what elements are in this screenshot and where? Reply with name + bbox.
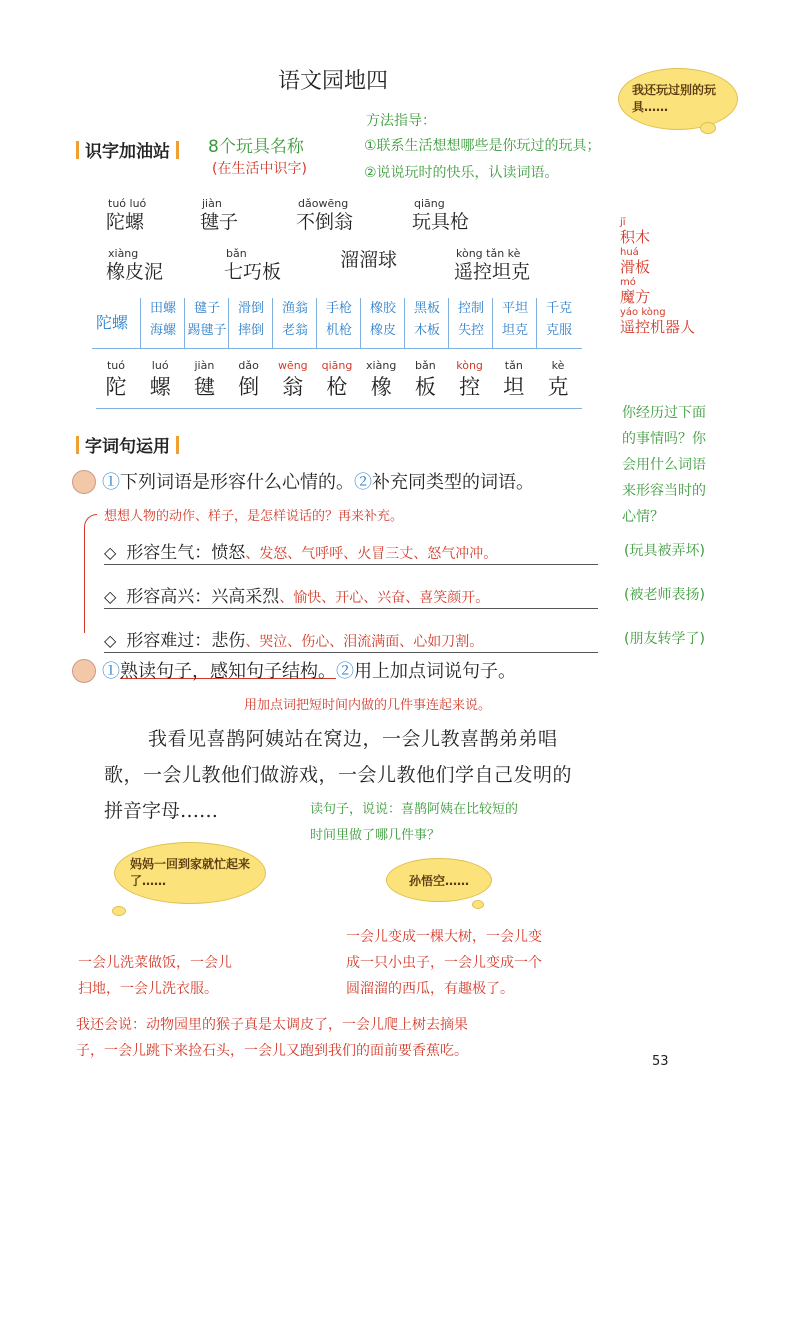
bubble-tail-dot [700,122,716,134]
section-label-2: 字词句运用 [85,437,170,457]
character-pinyin: bǎn [415,359,436,372]
thought-bubble-top-text: 我还玩过别的玩具…… [632,83,717,114]
diamond-bullet-icon: ◇ [104,543,117,562]
word-item [106,198,146,234]
note-recognize: (在生活中识字) [212,161,307,177]
word-pinyin: kòng tǎn kè [456,247,521,260]
expand-word: 渔翁 [281,301,308,316]
character-pinyin: qiāng [321,359,353,372]
task-2-text [102,657,516,683]
side-word-pinyin: jī [620,217,626,228]
word-hanzi: 遥控坦克 [454,261,531,283]
character-hanzi: 螺 [149,375,171,399]
mood-row [104,582,598,609]
word-pinyin: xiàng [108,247,139,260]
method-1: ①联系生活想想哪些是你玩过的玩具； [364,138,601,154]
word-item [224,248,281,284]
word-pinyin: qiāng [414,197,445,210]
paragraph-line-3: 拼音字母…… [104,800,219,822]
expand-column [492,298,537,348]
diamond-bullet-icon: ◇ [104,631,117,650]
thought-bubble-top [618,68,738,130]
expand-column [184,298,229,348]
word-hanzi: 玩具枪 [412,211,470,233]
task-1-text [102,468,534,494]
word-pinyin: jiàn [202,197,222,210]
thought-bubble-monkey [386,858,492,902]
word-item [340,248,397,272]
side-question-line: 心情？ [622,509,664,525]
side-word-hanzi: 遥控机器人 [620,318,696,336]
expand-word: 踢毽子 [187,323,227,338]
thought-bubble-mom [114,842,266,904]
mood-word: 愤怒 [211,543,246,563]
expand-word: 克服 [545,323,572,338]
expand-column [272,298,317,348]
expand-column [448,298,493,348]
side-question-line: 的事情吗？你 [622,431,706,447]
character-item [361,360,401,402]
character-item [494,360,534,402]
expand-word: 控制 [457,301,484,316]
hint-arrow-line [84,514,97,633]
mood-label: 形容难过： [126,631,212,651]
answer-right-3: 圆溜溜的西瓜，有趣极了。 [346,981,514,997]
task-1-text-2: 补充同类型的词语。 [372,472,534,493]
task-1-number-2: ② [354,472,372,493]
bubble-tail-dot [472,900,484,909]
expand-column [404,298,449,348]
side-word-pinyin: huá [620,247,639,258]
extra-sentence-1: 我还会说：动物园里的猴子真是太调皮了，一会儿爬上树去摘果 [76,1017,468,1033]
word-hanzi: 橡皮泥 [106,261,164,283]
mood-label: 形容生气： [126,543,212,563]
character-pinyin: tǎn [504,359,523,372]
character-hanzi: 倒 [238,375,260,399]
expand-word: 摔倒 [237,323,264,338]
section-bar-left [76,141,79,159]
task-2-number-2: ② [336,661,354,682]
character-item [229,360,269,402]
thought-bubble-monkey-text: 孙悟空…… [408,873,469,888]
side-word-hanzi: 积木 [620,228,651,246]
side-word-item [620,248,650,276]
expand-word: 木板 [413,323,440,338]
side-word-pinyin: mó [620,277,636,288]
mood-extra-words: 、发怒、气呼呼、火冒三丈、怒气冲冲。 [245,546,498,562]
expand-word: 滑倒 [237,301,264,316]
side-word-hanzi: 魔方 [620,288,651,306]
character-pinyin: wēng [277,359,308,372]
hint-actions: 想想人物的动作、样子，是怎样说话的？再来补充。 [104,509,404,524]
character-row [96,360,582,409]
read-note-2: 时间里做了哪几件事？ [310,828,441,843]
section-bar-right [176,436,179,454]
character-pinyin: kè [551,359,565,372]
side-question [622,400,706,530]
expand-word: 平坦 [501,301,528,316]
character-hanzi: 枪 [326,375,348,399]
answer-left-1: 一会儿洗菜做饭，一会儿 [78,955,232,971]
character-item [273,360,313,402]
section-bar-left [76,436,79,454]
word-item [296,198,353,234]
word-hanzi: 陀螺 [106,211,145,233]
character-item [140,360,180,402]
expand-word: 田螺 [149,301,176,316]
task-icon-2 [72,659,96,683]
extra-sentence-2: 子，一会儿跳下来捡石头，一会儿又跑到我们的面前要香蕉吃。 [76,1043,468,1059]
expand-word: 千克 [545,301,572,316]
character-hanzi: 控 [459,375,481,399]
word-expansion-table [92,298,582,349]
paragraph-line-1: 我看见喜鹊阿姨站在窝边，一会儿教喜鹊弟弟唱 [148,728,558,750]
character-item [317,360,357,402]
character-hanzi: 坦 [503,375,525,399]
side-word-hanzi: 滑板 [620,258,651,276]
expand-word: 失控 [457,323,484,338]
expand-word: 黑板 [413,301,440,316]
page-title: 语文园地四 [278,69,389,94]
expand-word: 机枪 [325,323,352,338]
word-hanzi: 七巧板 [224,261,282,283]
section-header-literacy [70,137,185,162]
expand-word: 海螺 [149,323,176,338]
expand-word: 毽子 [193,301,220,316]
method-2: ②说说玩时的快乐，认读词语。 [364,165,559,181]
character-item [96,360,136,402]
side-question-line: 你经历过下面 [622,405,706,421]
page-number: 53 [652,1054,669,1069]
task-2-text-2: 用上加点词说句子。 [354,661,516,682]
side-word-item [620,308,695,336]
character-hanzi: 橡 [370,375,392,399]
mood-word: 悲伤 [211,631,246,651]
expand-first: 陀螺 [96,313,129,332]
side-word-item [620,278,650,306]
expand-column [316,298,361,348]
character-item [184,360,224,402]
task-icon-1 [72,470,96,494]
mood-scenario: (玩具被弄坏) [624,543,705,559]
note-toy-names: 8个玩具名称 [208,137,304,157]
mood-scenario: (被老师表扬) [624,587,705,603]
character-pinyin: dǎo [238,359,259,372]
paragraph-line-2: 歌，一会儿教他们做游戏，一会儿教他们学自己发明的 [104,764,573,786]
expand-word: 手枪 [325,301,352,316]
character-pinyin: xiàng [366,359,397,372]
character-hanzi: 毽 [193,375,215,399]
word-hanzi: 不倒翁 [296,211,354,233]
expand-word: 坦克 [501,323,528,338]
character-hanzi: 翁 [282,375,304,399]
diamond-bullet-icon: ◇ [104,587,117,606]
word-item [412,198,469,234]
mood-word: 兴高采烈 [211,587,280,607]
answer-left-2: 扫地，一会儿洗衣服。 [78,981,218,997]
expand-column [228,298,273,348]
word-item [200,198,238,234]
section-header-words [70,432,185,457]
word-hanzi: 溜溜球 [340,249,398,271]
side-question-line: 会用什么词语 [622,457,706,473]
mood-label: 形容高兴： [126,587,212,607]
side-word-pinyin: yáo kòng [620,307,666,318]
word-pinyin: bǎn [226,247,247,260]
bubble-tail-dot [112,906,126,916]
answer-right-1: 一会儿变成一棵大树，一会儿变 [346,929,542,945]
character-item [538,360,578,402]
character-pinyin: jiàn [194,359,215,372]
mood-extra-words: 、哭泣、伤心、泪流满面、心如刀割。 [245,634,484,650]
word-pinyin: dǎowēng [298,197,349,210]
mood-scenario: (朋友转学了) [624,631,705,647]
mood-extra-words: 、愉快、开心、兴奋、喜笑颜开。 [279,590,490,606]
task-2-number-1: ① [102,661,120,682]
expand-word: 老翁 [281,323,308,338]
word-pinyin: tuó luó [108,197,147,210]
word-item [454,248,530,284]
expand-column [140,298,185,348]
side-word-item [620,218,650,246]
expand-word: 橡皮 [369,323,396,338]
mood-row [104,538,598,565]
word-hanzi: 毽子 [200,211,239,233]
answer-right-2: 成一只小虫子，一会儿变成一个 [346,955,542,971]
side-question-line: 来形容当时的 [622,483,706,499]
task-2-text-1: 熟读句子，感知句子结构。 [120,661,336,682]
task-1-number-1: ① [102,472,120,493]
method-title: 方法指导： [366,113,436,129]
character-pinyin: tuó [106,359,125,372]
mood-row [104,626,598,653]
hint-connect: 用加点词把短时间内做的几件事连起来说。 [244,698,492,713]
character-hanzi: 陀 [105,375,127,399]
section-bar-right [176,141,179,159]
character-hanzi: 板 [414,375,436,399]
character-pinyin: luó [151,359,169,372]
expand-word: 橡胶 [369,301,396,316]
character-pinyin: kòng [456,359,483,372]
task-1-text-1: 下列词语是形容什么心情的。 [120,472,354,493]
read-note-1: 读句子，说说：喜鹊阿姨在比较短的 [310,802,519,817]
character-item [405,360,445,402]
character-hanzi: 克 [547,375,569,399]
character-item [450,360,490,402]
word-item [106,248,163,284]
expand-column [360,298,405,348]
expand-column [536,298,581,348]
section-label: 识字加油站 [85,142,170,162]
thought-bubble-mom-text: 妈妈一回到家就忙起来了…… [130,857,251,888]
